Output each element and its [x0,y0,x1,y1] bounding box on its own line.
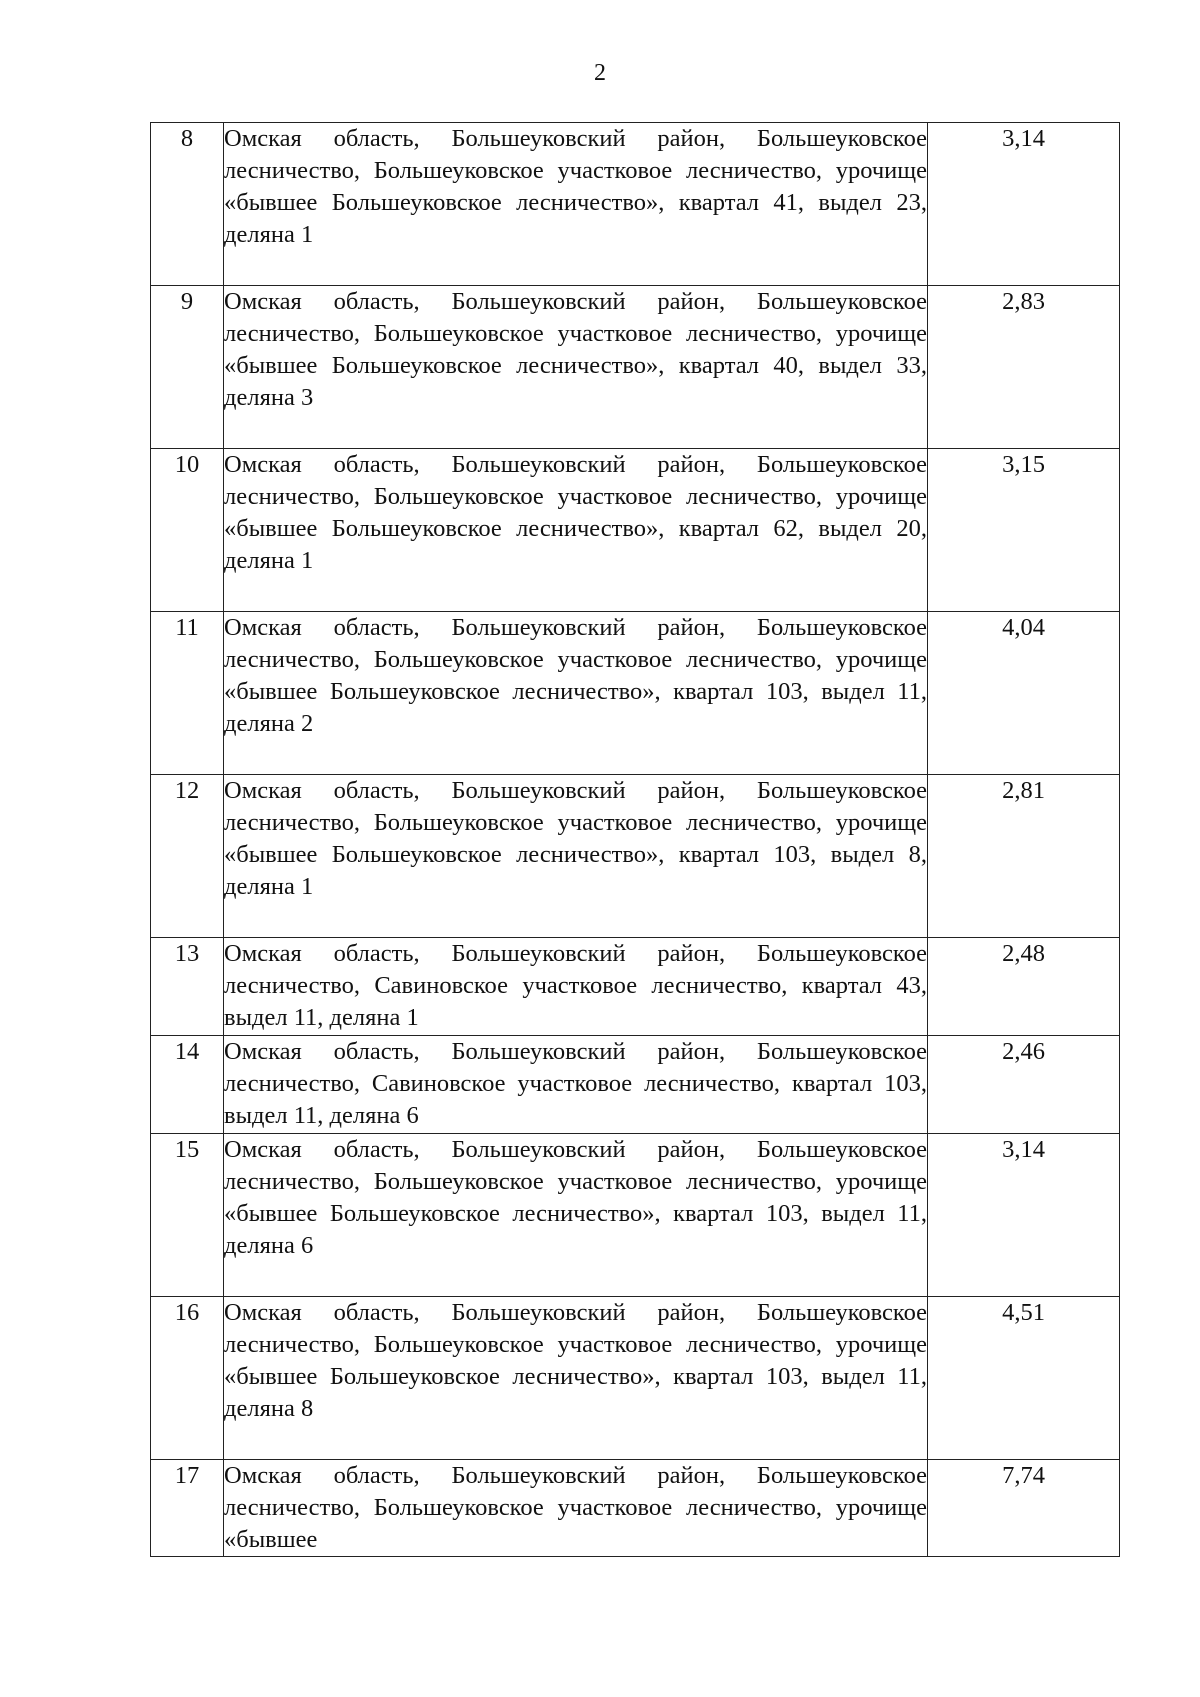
table-row [151,1134,1120,1297]
row-area: 2,83 [928,286,1120,449]
row-number: 10 [151,449,224,612]
row-location: Омская область, Большеуковский район, Большеуковское лесничество, Большеуковское участковое лесничество, урочище «бывшее Большеуковское лесничество», квартал 41, выдел 23, деляна 1 [224,123,928,286]
row-number: 9 [151,286,224,449]
row-area: 2,81 [928,775,1120,938]
page-number: 2 [594,60,606,86]
table-row [151,449,1120,612]
row-location: Омская область, Большеуковский район, Большеуковское лесничество, Савиновское участковое лесничество, квартал 43, выдел 11, деляна 1 [224,938,928,1036]
row-location: Омская область, Большеуковский район, Большеуковское лесничество, Большеуковское участковое лесничество, урочище «бывшее Большеуковское лесничество», квартал 62, выдел 20, деляна 1 [224,449,928,612]
row-area: 3,15 [928,449,1120,612]
row-location: Омская область, Большеуковский район, Большеуковское лесничество, Большеуковское участковое лесничество, урочище «бывшее Большеуковское лесничество», квартал 103, выдел 11, деляна 2 [224,612,928,775]
row-location: Омская область, Большеуковский район, Большеуковское лесничество, Большеуковское участковое лесничество, урочище «бывшее Большеуковское лесничество», квартал 103, выдел 11, деляна 8 [224,1297,928,1460]
table-row [151,1297,1120,1460]
forest-plots-table [150,122,1120,1557]
row-area: 7,74 [928,1460,1120,1557]
row-area: 4,04 [928,612,1120,775]
row-location: Омская область, Большеуковский район, Большеуковское лесничество, Большеуковское участковое лесничество, урочище «бывшее [224,1460,928,1557]
row-number: 13 [151,938,224,1036]
row-number: 17 [151,1460,224,1557]
table-row [151,775,1120,938]
row-area: 3,14 [928,123,1120,286]
row-number: 14 [151,1036,224,1134]
row-number: 16 [151,1297,224,1460]
row-area: 2,48 [928,938,1120,1036]
row-location: Омская область, Большеуковский район, Большеуковское лесничество, Большеуковское участковое лесничество, урочище «бывшее Большеуковское лесничество», квартал 103, выдел 11, деляна 6 [224,1134,928,1297]
table-row [151,123,1120,286]
table-row [151,612,1120,775]
row-area: 4,51 [928,1297,1120,1460]
table-row [151,286,1120,449]
row-number: 11 [151,612,224,775]
row-location: Омская область, Большеуковский район, Большеуковское лесничество, Большеуковское участковое лесничество, урочище «бывшее Большеуковское лесничество», квартал 103, выдел 8, деляна 1 [224,775,928,938]
row-number: 12 [151,775,224,938]
row-number: 8 [151,123,224,286]
table-row [151,1036,1120,1134]
table-row [151,1460,1120,1557]
row-area: 2,46 [928,1036,1120,1134]
row-area: 3,14 [928,1134,1120,1297]
row-location: Омская область, Большеуковский район, Большеуковское лесничество, Большеуковское участковое лесничество, урочище «бывшее Большеуковское лесничество», квартал 40, выдел 33, деляна 3 [224,286,928,449]
table-row [151,938,1120,1036]
row-location: Омская область, Большеуковский район, Большеуковское лесничество, Савиновское участковое лесничество, квартал 103, выдел 11, деляна 6 [224,1036,928,1134]
row-number: 15 [151,1134,224,1297]
